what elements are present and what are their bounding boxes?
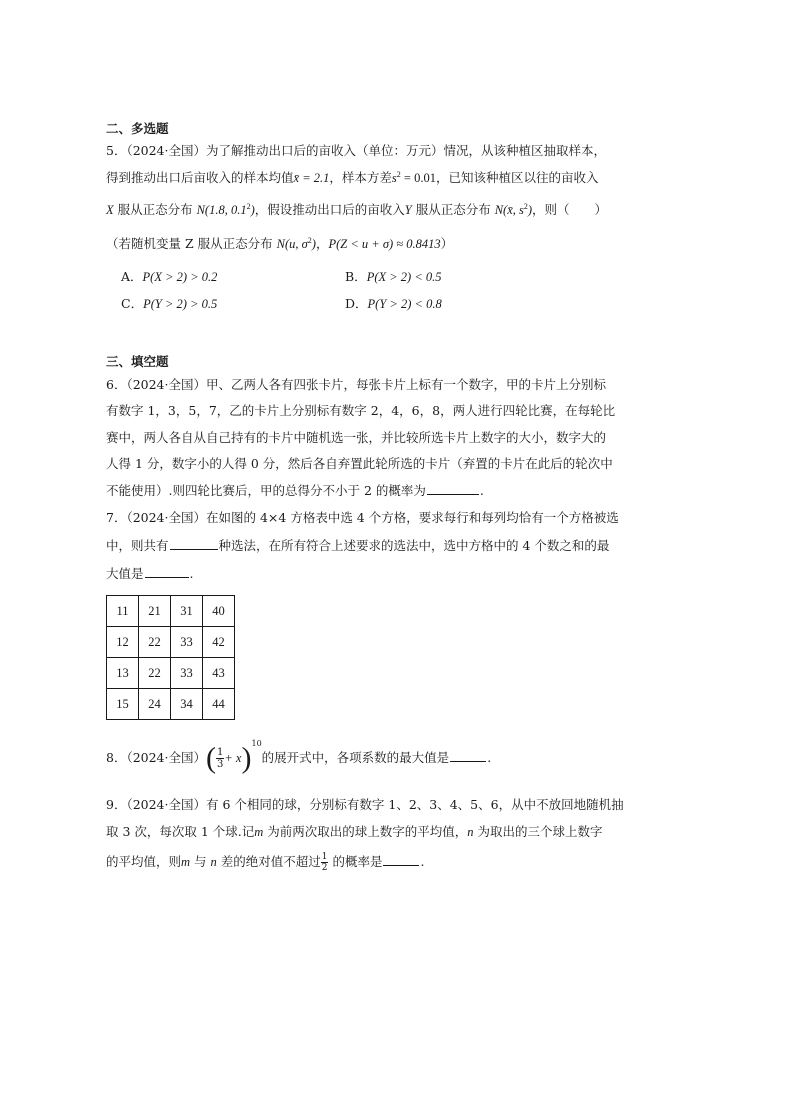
- question-number: 7．: [106, 510, 127, 525]
- answer-blank[interactable]: [427, 483, 479, 495]
- question-text: 甲、乙两人各有四张卡片，每张卡片上标有一个数字，甲的卡片上分别标: [206, 377, 607, 392]
- question-text: 为了解推动出口后的亩收入（单位：万元）情况，从该种植区抽取样本，: [206, 143, 607, 158]
- question-text: ，已知该种植区以往的亩收入: [435, 170, 599, 185]
- question-text: 的展开式中，各项系数的最大值是: [261, 750, 450, 765]
- exponent: 10: [251, 739, 262, 748]
- distribution-2: N(x̄, $s^2$): [494, 202, 533, 217]
- probability-note: P(Z < u + σ) ≈ 0.8413: [328, 237, 441, 251]
- question-5-line-1: [106, 143, 606, 159]
- option-text: P(Y > 2) < 0.8: [367, 297, 442, 311]
- question-text: ，则（ ）: [532, 202, 608, 217]
- question-text: 中，则共有: [106, 538, 169, 553]
- fraction-one-half: $\frac{1}{2}$: [321, 852, 328, 873]
- variable-n: n: [467, 825, 474, 839]
- question-6-line-2: 有数字 1，3，5，7，乙的卡片上分别标有数字 2，4，6，8，两人进行四轮比赛，在每轮比: [106, 403, 616, 418]
- binomial-expression: ( $\frac{1}{3}$ + x)$^{10}$: [206, 739, 262, 775]
- number-grid-table: [106, 595, 235, 720]
- question-text: 与: [190, 854, 211, 869]
- grid-cell: 24: [139, 689, 171, 720]
- question-text: 差的绝对值不超过: [216, 854, 321, 869]
- question-6-line-1: [106, 377, 606, 393]
- fraction: $\frac{1}{3}$: [217, 747, 224, 770]
- question-text: 的概率是: [328, 854, 383, 869]
- distribution-1: N(1.8, $0.1^2$): [196, 202, 255, 217]
- option-label: A．: [121, 269, 143, 284]
- punctuation: .: [189, 566, 194, 581]
- grid-cell: 40: [203, 596, 235, 627]
- option-label: C．: [121, 296, 144, 311]
- question-5-line-3: [106, 202, 607, 218]
- expression-term: + x: [224, 751, 242, 765]
- punctuation: .: [479, 483, 484, 498]
- answer-blank-2[interactable]: [145, 566, 189, 578]
- grid-cell: 22: [139, 627, 171, 658]
- sample-mean: x̄ = 2.1: [293, 171, 330, 185]
- answer-blank[interactable]: [450, 750, 486, 762]
- grid-cell: 21: [139, 596, 171, 627]
- question-source: （2024·全国）: [126, 750, 206, 765]
- grid-cell: 31: [171, 596, 203, 627]
- option-c[interactable]: [121, 296, 217, 312]
- table-row: [107, 689, 235, 720]
- question-source: （2024·全国）: [126, 377, 206, 392]
- question-9-line-1: [106, 797, 624, 813]
- question-text: 大值是: [106, 566, 144, 581]
- grid-cell: 44: [203, 689, 235, 720]
- option-text: P(X > 2) > 0.2: [142, 270, 218, 284]
- answer-blank[interactable]: [383, 854, 419, 866]
- grid-cell: 11: [107, 596, 139, 627]
- question-9-line-2: [106, 824, 603, 840]
- grid-cell: 15: [107, 689, 139, 720]
- note-text: ）: [440, 236, 454, 251]
- question-text: 在如图的 4×4 方格表中选 4 个方格，要求每行和每列均恰有一个方格被选: [206, 510, 619, 525]
- question-source: （2024·全国）: [126, 510, 206, 525]
- question-8: [106, 740, 491, 776]
- grid-cell: 12: [107, 627, 139, 658]
- question-text: 为取出的三个球上数字: [473, 824, 603, 839]
- question-text: ，样本方差: [329, 170, 392, 185]
- option-text: P(Y > 2) > 0.5: [143, 297, 218, 311]
- question-text: 不能使用）.则四轮比赛后，甲的总得分不小于 2 的概率为: [106, 483, 426, 498]
- question-text: 种选法，在所有符合上述要求的选法中，选中方格中的 4 个数之和的最: [218, 538, 610, 553]
- question-number: 8．: [106, 750, 127, 765]
- sample-variance: $s^2 = 0.01$: [391, 170, 436, 185]
- question-7-line-1: [106, 510, 619, 526]
- grid-cell: 22: [139, 658, 171, 689]
- question-number: 5．: [106, 143, 127, 158]
- question-text: 服从正态分布: [113, 202, 197, 217]
- question-text: ，假设推动出口后的亩收入: [254, 202, 405, 217]
- punctuation: .: [487, 750, 492, 765]
- variable-m: m: [181, 855, 191, 869]
- variable-x: X: [106, 203, 114, 217]
- question-7-line-2: [106, 538, 609, 554]
- grid-cell: 43: [203, 658, 235, 689]
- question-5-line-2: [106, 170, 598, 186]
- question-number: 9．: [106, 797, 127, 812]
- variable-y: Y: [404, 203, 412, 217]
- question-source: （2024·全国）: [126, 143, 206, 158]
- punctuation: .: [420, 854, 425, 869]
- section-heading-fill-blank: 三、填空题: [106, 354, 169, 369]
- option-label: B．: [345, 269, 367, 284]
- option-b[interactable]: [345, 269, 442, 285]
- table-row: [107, 627, 235, 658]
- grid-cell: 34: [171, 689, 203, 720]
- grid-cell: 13: [107, 658, 139, 689]
- option-label: D．: [345, 296, 368, 311]
- table-row: [107, 596, 235, 627]
- question-text: 服从正态分布: [411, 202, 495, 217]
- distribution-3: N(u, $\sigma^2$): [276, 236, 316, 251]
- question-source: （2024·全国）: [126, 797, 206, 812]
- answer-blank-1[interactable]: [170, 538, 218, 550]
- variable-m: m: [254, 825, 264, 839]
- note-text: ，: [315, 236, 329, 251]
- option-a[interactable]: [121, 269, 217, 285]
- question-6-line-4: 人得 1 分，数字小的人得 0 分，然后各自弃置此轮所选的卡片（弃置的卡片在此后的轮次中: [106, 456, 613, 471]
- question-6-line-5: [106, 483, 484, 499]
- note-text: （若随机变量 Z 服从正态分布: [106, 236, 277, 251]
- variable-n: n: [210, 855, 217, 869]
- question-text: 的平均值，则: [106, 854, 182, 869]
- grid-cell: 33: [171, 658, 203, 689]
- section-heading-multi-choice: 二、多选题: [106, 121, 169, 136]
- grid-cell: 33: [171, 627, 203, 658]
- question-7-line-3: [106, 566, 194, 582]
- grid-cell: 42: [203, 627, 235, 658]
- question-9-line-3: [106, 851, 424, 873]
- question-text: 有 6 个相同的球，分别标有数字 1、2、3、4、5、6，从中不放回地随机抽: [206, 797, 624, 812]
- question-5-note: [106, 236, 453, 252]
- option-text: P(X > 2) < 0.5: [366, 270, 442, 284]
- question-text: 取 3 次，每次取 1 个球.记: [106, 824, 255, 839]
- table-row: [107, 658, 235, 689]
- question-number: 6．: [106, 377, 127, 392]
- question-text: 为前两次取出的球上数字的平均值，: [263, 824, 468, 839]
- question-text: 得到推动出口后亩收入的样本均值: [106, 170, 294, 185]
- option-d[interactable]: [345, 296, 442, 312]
- question-6-line-3: 赛中，两人各自从自己持有的卡片中随机选一张，并比较所选卡片上数字的大小，数字大的: [106, 430, 607, 445]
